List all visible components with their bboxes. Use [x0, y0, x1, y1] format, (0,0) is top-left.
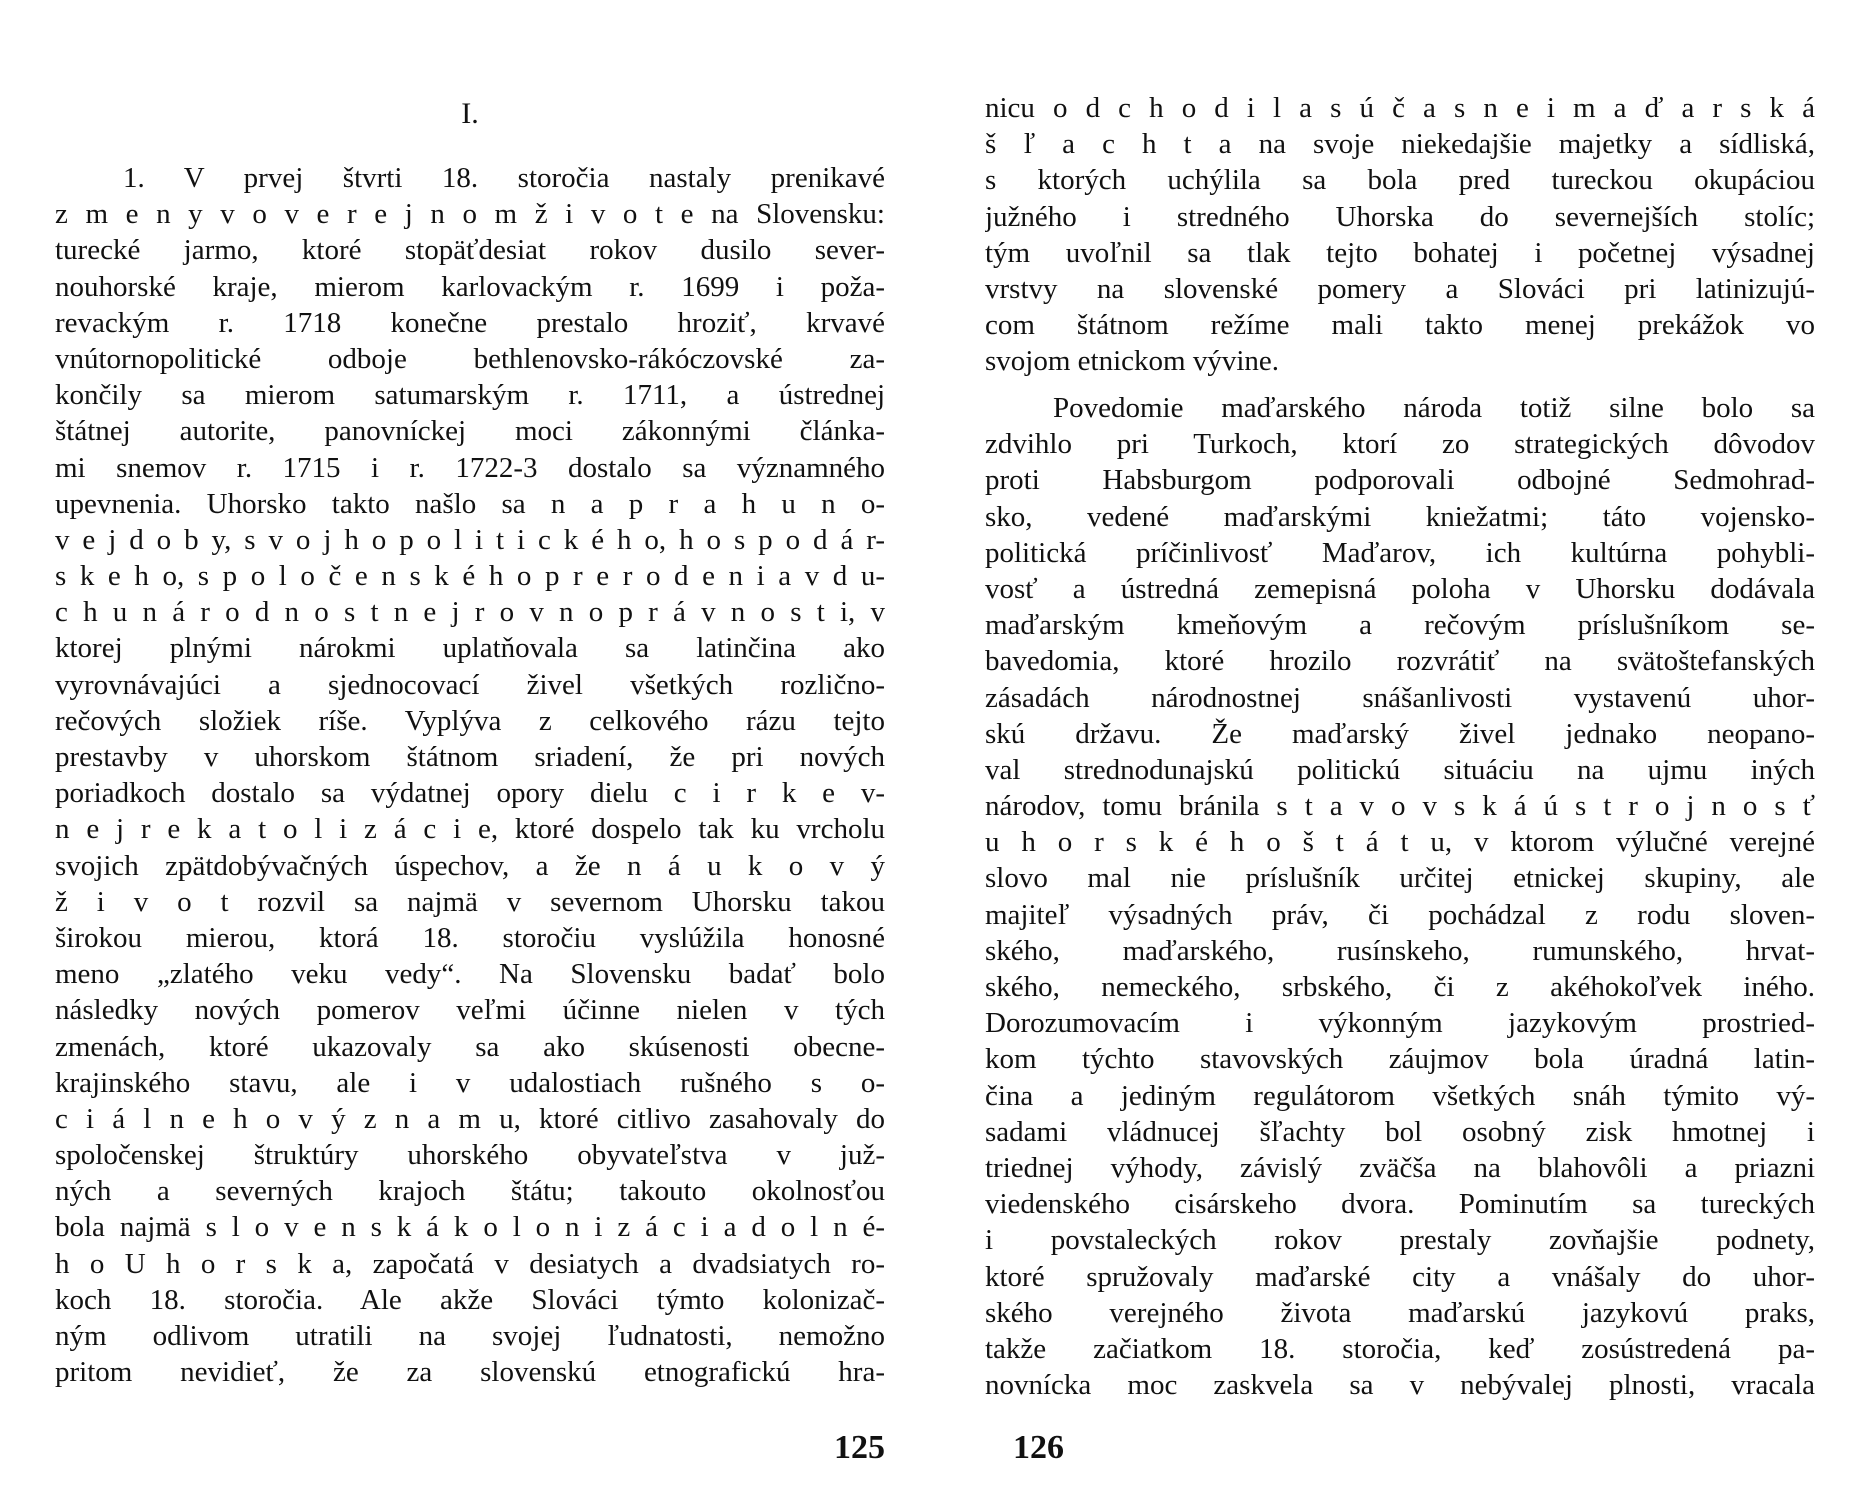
text-line: slovo mal nie príslušník určitej etnickej skupiny, ale — [985, 862, 1815, 895]
text-line: proti Habsburgom podporovali odbojné Sedmohrad- — [985, 464, 1815, 497]
text-line: zmenách, ktoré ukazovaly sa ako skúsenosti obecne- — [55, 1030, 885, 1063]
text-line: com štátnom režíme mali takto menej prekážok vo — [985, 309, 1815, 342]
text-line: i povstaleckých rokov prestaly zovňajšie podnety, — [985, 1224, 1815, 1257]
text-line: koch 18. storočia. Ale akže Slováci týmto kolonizač- — [55, 1283, 885, 1316]
text-line: val strednodunajskú politickú situáciu na ujmu iných — [985, 753, 1815, 786]
text-line: ského, maďarského, rusínskeho, rumunského, hrvat- — [985, 934, 1815, 967]
text-line: bavedomia, ktoré hrozilo rozvrátiť na svätoštefanských — [985, 645, 1815, 678]
text-line: následky nových pomerov veľmi účinne nielen v tých — [55, 994, 885, 1027]
text-line: ným odlivom utratili na svojej ľudnatosti, nemožno — [55, 1320, 885, 1352]
text-line: upevnenia. Uhorsko takto našlo sa n a p r a h u n o- — [55, 487, 885, 520]
text-line: Dorozumovacím i výkonným jazykovým prostried- — [985, 1007, 1815, 1040]
text-line: c h u n á r o d n o s t n e j r o v n o p r á v n o s t i, v — [55, 596, 885, 629]
text-line: čina a jediným regulátorom všetkých snáh týmito vý- — [985, 1079, 1815, 1112]
text-line: sadami vládnucej šľachty bol osobný zisk hmotnej i — [985, 1115, 1815, 1148]
text-line: turecké jarmo, ktoré stopäťdesiat rokov dusilo sever- — [55, 234, 885, 267]
text-line: nicu o d c h o d i l a s ú č a s n e i m a ď a r s k á — [985, 92, 1815, 124]
right-page-paragraph-2 — [985, 390, 1815, 1403]
text-line: ných a severných krajoch štátu; takouto okolnosťou — [55, 1175, 885, 1208]
text-line: skú državu. Že maďarský živel jednako neopano- — [985, 717, 1815, 750]
text-line: v e j d o b y, s v o j h o p o l i t i c k é h o, h o s p o d á r- — [55, 523, 885, 556]
text-line: takže začiatkom 18. storočia, keď zosústredená pa- — [985, 1332, 1815, 1365]
text-line: s k e h o, s p o l o č e n s k é h o p r e r o d e n i a v d u- — [55, 560, 885, 593]
text-line: zdvihlo pri Turkoch, ktorí zo strategických dôvodov — [985, 428, 1815, 461]
page-number-left: 125 — [834, 1429, 885, 1466]
right-page-paragraph-1 — [985, 90, 1815, 380]
text-line: poriadkoch dostalo sa výdatnej opory dielu c i r k e v- — [55, 777, 885, 810]
text-line: ského verejného života maďarskú jazykovú praks, — [985, 1296, 1815, 1329]
text-line: spoločenskej štruktúry uhorského obyvateľstva v juž- — [55, 1139, 885, 1172]
text-line: ž i v o t rozvil sa najmä v severnom Uhorsku takou — [55, 885, 885, 918]
text-line: štátnej autorite, panovníckej moci zákonnými článka- — [55, 415, 885, 448]
text-line: prestavby v uhorskom štátnom sriadení, že pri nových — [55, 741, 885, 773]
text-line: svojom etnickom vývine. — [985, 345, 1279, 378]
text-line: mi snemov r. 1715 i r. 1722-3 dostalo sa významného — [55, 451, 885, 484]
text-line: u h o r s k é h o š t á t u, v ktorom výlučné verejné — [985, 826, 1815, 859]
text-line: Povedomie maďarského národa totiž silne bolo sa — [1053, 392, 1815, 424]
text-line: triednej výhody, závislý zväčša na blahovôli a priazni — [985, 1151, 1815, 1184]
right-page — [985, 0, 1815, 1500]
text-line: vrstvy na slovenské pomery a Slováci pri latinizujú- — [985, 272, 1815, 305]
text-line: pritom nevidieť, že za slovenskú etnografickú hra- — [55, 1356, 885, 1389]
text-line: n e j r e k a t o l i z á c i e, ktoré dospelo tak ku vrcholu — [55, 813, 885, 846]
text-line: ktorej plnými nárokmi uplatňovala sa latinčina ako — [55, 632, 885, 665]
text-line: bola najmä s l o v e n s k á k o l o n i z á c i a d o l n é- — [55, 1211, 885, 1244]
text-line: politická príčinlivosť Maďarov, ich kultúrna pohybli- — [985, 536, 1815, 569]
text-line: rečových složiek ríše. Vyplýva z celkového rázu tejto — [55, 704, 885, 737]
text-line: c i á l n e h o v ý z n a m u, ktoré citlivo zasahovaly do — [55, 1102, 885, 1135]
text-line: vnútornopolitické odboje bethlenovsko-rákóczovské za- — [55, 342, 885, 375]
text-line: tým uvoľnil sa tlak tejto bohatej i početnej výsadnej — [985, 236, 1815, 269]
text-line: svojich zpätdobývačných úspechov, a že n á u k o v ý — [55, 849, 885, 882]
text-line: novnícka moc zaskvela sa v nebývalej plnosti, vracala — [985, 1369, 1815, 1402]
page-number-right: 126 — [1013, 1429, 1064, 1466]
text-line: ktoré spružovaly maďarské city a vnášaly do uhor- — [985, 1260, 1815, 1293]
text-line: maďarským kmeňovým a rečovým príslušníkom se- — [985, 609, 1815, 642]
text-line: širokou mierou, ktorá 18. storočiu vyslúžila honosné — [55, 921, 885, 954]
text-line: revackým r. 1718 konečne prestalo hroziť, krvavé — [55, 306, 885, 339]
text-line: ského, nemeckého, srbského, či z akéhokoľvek iného. — [985, 971, 1815, 1003]
text-line: nouhorské kraje, mierom karlovackým r. 1699 i poža- — [55, 270, 885, 303]
text-line: sko, vedené maďarskými kniežatmi; táto vojensko- — [985, 500, 1815, 533]
text-line: kom týchto stavovských záujmov bola úradná latin- — [985, 1043, 1815, 1076]
text-line: vosť a ústredná zemepisná poloha v Uhorsku dodávala — [985, 572, 1815, 605]
text-line: južného i stredného Uhorska do severnejších stolíc; — [985, 200, 1815, 233]
chapter-heading: I. — [461, 97, 479, 130]
text-line: majiteľ výsadných práv, či pochádzal z rodu sloven- — [985, 898, 1815, 931]
text-line: 1. V prvej štvrti 18. storočia nastaly prenikavé — [123, 162, 885, 194]
text-line: končily sa mierom satumarským r. 1711, a ústrednej — [55, 379, 885, 412]
text-line: š ľ a c h t a na svoje niekedajšie majetky a sídliská, — [985, 128, 1815, 161]
text-line: z m e n y v o v e r e j n o m ž i v o t e na Slovensku: — [55, 198, 885, 231]
text-line: h o U h o r s k a, započatá v desiatych a dvadsiatych ro- — [55, 1247, 885, 1280]
text-line: s ktorých uchýlila sa bola pred tureckou okupáciou — [985, 164, 1815, 197]
text-line: viedenského cisárskeho dvora. Pominutím sa tureckých — [985, 1188, 1815, 1221]
text-line: krajinského stavu, ale i v udalostiach rušného s o- — [55, 1066, 885, 1099]
text-line: národov, tomu bránila s t a v o v s k á ú s t r o j n o s ť — [985, 790, 1815, 823]
text-line: zásadách národnostnej snášanlivosti vystavenú uhor- — [985, 681, 1815, 714]
text-line: meno „zlatého veku vedy“. Na Slovensku badať bolo — [55, 958, 885, 991]
left-page — [55, 0, 885, 1500]
text-line: vyrovnávajúci a sjednocovací živel všetkých rozličnо- — [55, 668, 885, 701]
left-page-text — [55, 160, 885, 1390]
